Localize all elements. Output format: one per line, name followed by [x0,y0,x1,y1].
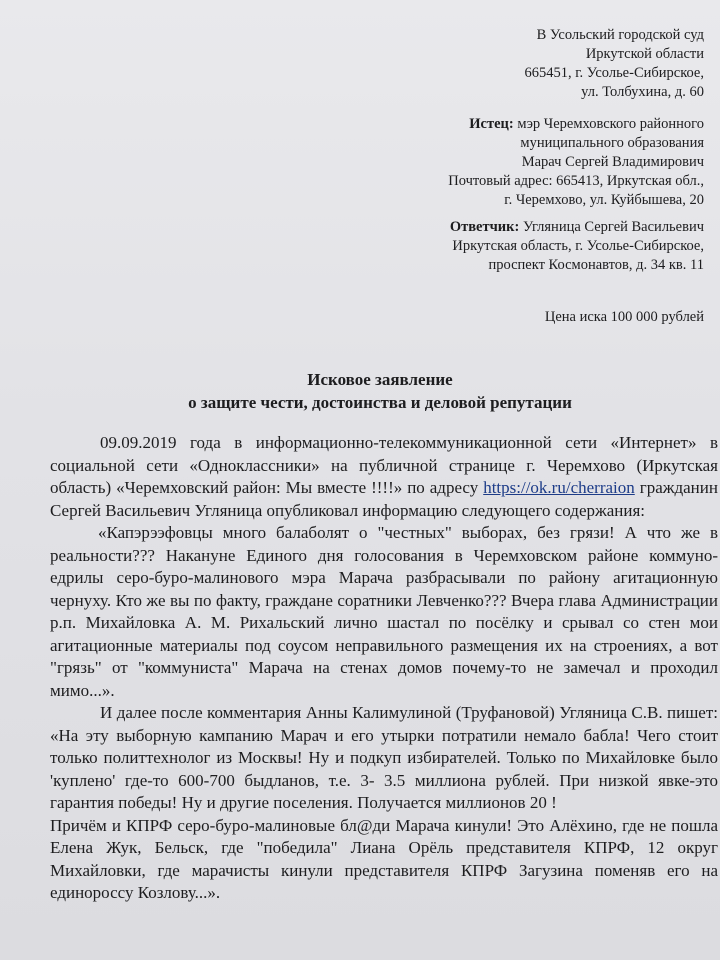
document-body [50,432,718,905]
defendant-line: проспект Космонавтов, д. 34 кв. 11 [488,257,704,273]
defendant-first-line [450,218,704,237]
plaintiff-block [448,115,704,210]
court-address-line: ул. Толбухина, д. 60 [581,84,704,100]
source-link[interactable]: https://ok.ru/cherraion [483,478,635,497]
plaintiff-first-line [448,115,704,134]
plaintiff-line: г. Черемхово, ул. Куйбышева, 20 [504,192,704,208]
court-address-line: В Усольский городской суд [536,27,704,43]
paragraph-continuation: Причём и КПРФ серо-буро-малиновые бл@ди Марача кинули! Это Алёхино, где не пошла Елена Жук, Бельск, где "победила" Лиана Орёль представителя КПРФ, 12 округ Михайловки, где марачисты кинули представителя КПРФ Загузина поменяв его на единороссу Козлову...». [50,815,718,902]
court-address-block [525,26,705,102]
intro-text: 09.09.2019 года в информационно-телекоммуникационной сети «Интернет» в социальной сети «Одноклассники» на публичной странице г. Черемхово (Иркутская область) «Черемховский район: Мы вместе !!!!» по адресу [50,433,718,497]
document-subtitle: о защите чести, достоинства и деловой репутации [188,393,572,412]
defendant-block [450,218,704,275]
defendant-label: Ответчик: [449,219,520,235]
plaintiff-label: Истец: [469,116,514,132]
claim-price: Цена иска 100 000 рублей [544,309,704,325]
paragraph-intro [50,432,718,522]
paragraph-quote: «Капэрээфовцы много балаболят о "честных" выборах, без грязи! А что же в реальности??? Накануне Единого дня голосования в Черемховском районе коммуно-едрилы серо-буро-малинового мэра Марача разбрасывали по району агитационную чернуху. Кто же вы по факту, граждане соратники Левченко??? Вчера глава Администрации р.п. Михайловка А. М. Рихальский лично шастал по посёлку и срывал со стен мои агитационные материалы под соусом неправильного размещения их на строениях, а вот "грязь" от "коммуниста" Марача на стенах домов почему-то не замечал и проходил мимо...». [50,523,718,700]
paragraph-comment: И далее после комментария Анны Калимулиной (Труфановой) Угляница С.В. пишет: «На эту выборную кампанию Марач и его утырки потратили немало бабла! Чего стоит только политтехнолог из Москвы! Ну и подкуп избирателей. Только по Михайловке было 'куплено' где-то 600-700 быдланов, т.е. 3- 3.5 миллиона рублей. При низкой явке-это гарантия победы! Ну и другие поселения. Получается миллионов 20 ! [50,703,718,812]
intro-text-end: гражданин Сергей Васильевич Угляница опубликовал информацию следующего содержания: [50,478,718,520]
defendant-name: Угляница Сергей Васильевич [522,219,704,235]
plaintiff-line: муниципального образования [520,135,704,151]
plaintiff-line: Почтовый адрес: 665413, Иркутская обл., [448,173,704,189]
plaintiff-line: Марач Сергей Владимирович [521,154,704,170]
court-address-line: Иркутской области [585,46,704,62]
court-address-line: 665451, г. Усолье-Сибирское, [524,65,704,81]
document-title: Исковое заявление [307,370,453,389]
defendant-line: Иркутская область, г. Усолье-Сибирское, [452,238,704,254]
plaintiff-title: мэр Черемховского районного [517,116,704,132]
